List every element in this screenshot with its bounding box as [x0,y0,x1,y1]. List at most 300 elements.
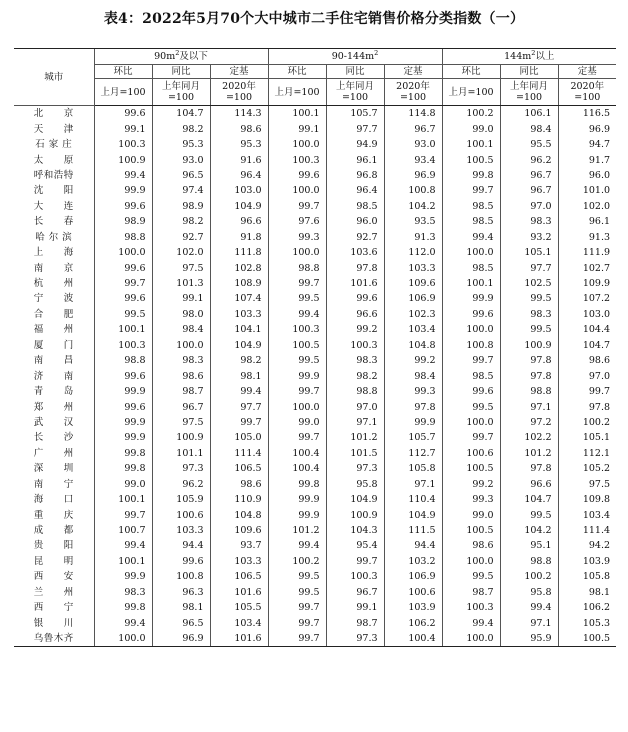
value-cell: 97.1 [500,615,558,630]
value-cell: 99.7 [268,384,326,399]
value-cell: 97.3 [326,631,384,647]
value-cell: 99.3 [442,492,500,507]
value-cell: 99.7 [442,430,500,445]
value-cell: 105.8 [558,569,616,584]
value-cell: 100.1 [94,554,152,569]
value-cell: 96.7 [384,121,442,136]
value-cell: 101.3 [152,276,210,291]
value-cell: 99.6 [94,291,152,306]
value-cell: 112.7 [384,446,442,461]
group-header-large [442,49,616,65]
value-cell: 109.9 [558,276,616,291]
value-cell: 98.3 [500,214,558,229]
value-cell: 110.4 [384,492,442,507]
group-sup: 2 [374,48,379,57]
subcol-header: 定基 [558,65,616,79]
value-cell: 99.7 [442,353,500,368]
value-cell: 102.7 [558,260,616,275]
value-cell: 99.5 [94,307,152,322]
value-cell: 96.3 [152,585,210,600]
value-cell: 104.2 [500,523,558,538]
value-cell: 99.1 [326,600,384,615]
value-cell: 101.0 [558,183,616,198]
value-cell: 98.9 [94,214,152,229]
base-header: 上月=100 [442,79,500,106]
value-cell: 97.8 [384,399,442,414]
subcol-header: 环比 [442,65,500,79]
value-cell: 95.3 [210,137,268,152]
value-cell: 99.7 [326,554,384,569]
value-cell: 99.6 [94,106,152,122]
city-cell: 太 原 [33,154,74,166]
base-header: 上年同月=100 [326,79,384,106]
value-cell: 95.9 [500,631,558,647]
value-cell: 96.7 [500,183,558,198]
value-cell: 100.8 [442,338,500,353]
value-cell: 99.0 [442,507,500,522]
value-cell: 98.2 [152,121,210,136]
value-cell: 96.9 [384,168,442,183]
value-cell: 93.7 [210,538,268,553]
value-cell: 106.1 [500,106,558,122]
value-cell: 100.0 [442,631,500,647]
value-cell: 103.3 [210,554,268,569]
value-cell: 98.5 [442,214,500,229]
table-row [14,307,616,322]
value-cell: 104.8 [210,507,268,522]
value-cell: 103.0 [558,307,616,322]
table-row [14,338,616,353]
city-cell: 重 庆 [33,509,74,521]
table-row [14,415,616,430]
value-cell: 95.8 [326,477,384,492]
group-prefix: 144m [504,51,532,62]
value-cell: 95.8 [500,585,558,600]
value-cell: 97.7 [210,399,268,414]
city-cell: 厦 门 [33,339,74,351]
value-cell: 102.8 [210,260,268,275]
value-cell: 95.4 [326,538,384,553]
value-cell: 93.0 [152,152,210,167]
value-cell: 100.0 [442,322,500,337]
value-cell: 97.8 [500,368,558,383]
value-cell: 99.4 [442,230,500,245]
value-cell: 99.2 [442,477,500,492]
value-cell: 98.5 [326,199,384,214]
value-cell: 105.2 [558,461,616,476]
value-cell: 106.9 [384,569,442,584]
value-cell: 99.4 [268,538,326,553]
value-cell: 99.6 [268,168,326,183]
subcol-header: 同比 [326,65,384,79]
value-cell: 100.3 [94,338,152,353]
group-prefix: 90-144m [331,51,375,62]
value-cell: 93.0 [384,137,442,152]
value-cell: 116.5 [558,106,616,122]
value-cell: 107.2 [558,291,616,306]
city-cell: 青 岛 [33,386,74,398]
value-cell: 99.5 [442,569,500,584]
value-cell: 102.2 [500,430,558,445]
table-row [14,600,616,615]
value-cell: 103.3 [384,260,442,275]
value-cell: 99.7 [268,276,326,291]
value-cell: 97.3 [326,461,384,476]
value-cell: 94.4 [384,538,442,553]
value-cell: 95.1 [500,538,558,553]
subcol-header: 同比 [500,65,558,79]
value-cell: 99.7 [268,199,326,214]
table-row [14,245,616,260]
value-cell: 99.4 [442,615,500,630]
value-cell: 97.8 [558,399,616,414]
value-cell: 104.8 [384,338,442,353]
value-cell: 96.6 [500,477,558,492]
city-cell: 南 宁 [33,478,74,490]
value-cell: 105.5 [210,600,268,615]
value-cell: 100.0 [442,245,500,260]
value-cell: 92.7 [326,230,384,245]
table-row [14,461,616,476]
value-cell: 109.6 [384,276,442,291]
value-cell: 98.6 [152,368,210,383]
value-cell: 97.5 [152,260,210,275]
table-row [14,523,616,538]
value-cell: 104.2 [384,199,442,214]
table-row [14,137,616,152]
group-header-medium [268,49,442,65]
group-header-small [94,49,268,65]
value-cell: 103.0 [210,183,268,198]
value-cell: 95.3 [152,137,210,152]
value-cell: 99.7 [94,507,152,522]
value-cell: 100.5 [442,523,500,538]
city-cell: 北 京 [33,108,74,120]
value-cell: 96.0 [558,168,616,183]
value-cell: 99.8 [94,446,152,461]
value-cell: 97.1 [326,415,384,430]
value-cell: 100.0 [268,137,326,152]
city-cell: 银 川 [33,617,74,629]
value-cell: 99.4 [210,384,268,399]
value-cell: 100.8 [152,569,210,584]
value-cell: 114.3 [210,106,268,122]
value-cell: 100.6 [384,585,442,600]
value-cell: 108.9 [210,276,268,291]
value-cell: 97.5 [152,415,210,430]
value-cell: 99.4 [94,538,152,553]
base-header: 上年同月=100 [500,79,558,106]
city-cell: 大 连 [33,200,74,212]
value-cell: 100.4 [268,446,326,461]
value-cell: 97.0 [500,199,558,214]
value-cell: 98.9 [152,199,210,214]
table-row [14,260,616,275]
value-cell: 98.1 [210,368,268,383]
value-cell: 103.4 [384,322,442,337]
table-row [14,183,616,198]
value-cell: 100.2 [500,569,558,584]
value-cell: 100.9 [500,338,558,353]
value-cell: 96.2 [500,152,558,167]
value-cell: 100.0 [94,245,152,260]
value-cell: 100.1 [442,137,500,152]
value-cell: 99.9 [94,430,152,445]
value-cell: 97.2 [500,415,558,430]
city-cell: 上 海 [33,247,74,259]
value-cell: 103.9 [384,600,442,615]
value-cell: 105.7 [326,106,384,122]
value-cell: 91.6 [210,152,268,167]
value-cell: 98.8 [94,230,152,245]
value-cell: 100.2 [268,554,326,569]
base-header: 上月=100 [94,79,152,106]
value-cell: 114.8 [384,106,442,122]
value-cell: 100.4 [384,631,442,647]
value-cell: 99.5 [268,585,326,600]
value-cell: 96.9 [558,121,616,136]
value-cell: 96.9 [152,631,210,647]
subcol-header: 定基 [210,65,268,79]
value-cell: 96.5 [152,615,210,630]
table-row [14,554,616,569]
value-cell: 99.1 [152,291,210,306]
value-cell: 99.8 [94,461,152,476]
city-cell: 南 昌 [33,355,74,367]
value-cell: 98.3 [94,585,152,600]
value-cell: 100.6 [442,446,500,461]
city-cell: 杭 州 [33,278,74,290]
value-cell: 98.7 [442,585,500,600]
value-cell: 98.0 [152,307,210,322]
table-row [14,569,616,584]
value-cell: 99.1 [268,121,326,136]
table-row [14,538,616,553]
value-cell: 100.6 [152,507,210,522]
city-cell: 济 南 [33,370,74,382]
table-row [14,199,616,214]
value-cell: 96.4 [210,168,268,183]
value-cell: 97.7 [326,121,384,136]
value-cell: 100.3 [268,152,326,167]
value-cell: 99.5 [268,353,326,368]
value-cell: 91.7 [558,152,616,167]
value-cell: 100.4 [268,461,326,476]
value-cell: 97.7 [500,260,558,275]
city-cell: 兰 州 [33,586,74,598]
value-cell: 111.5 [384,523,442,538]
value-cell: 93.5 [384,214,442,229]
value-cell: 99.6 [94,199,152,214]
value-cell: 98.5 [442,199,500,214]
city-cell: 长 春 [33,216,74,228]
value-cell: 98.2 [326,368,384,383]
value-cell: 100.3 [442,600,500,615]
value-cell: 110.9 [210,492,268,507]
value-cell: 98.7 [326,615,384,630]
value-cell: 99.7 [442,183,500,198]
value-cell: 100.2 [558,415,616,430]
value-cell: 98.5 [442,260,500,275]
group-suffix: 及以下 [179,51,208,62]
value-cell: 99.6 [94,399,152,414]
table-row [14,446,616,461]
value-cell: 99.4 [500,600,558,615]
value-cell: 98.3 [500,307,558,322]
value-cell: 97.8 [500,461,558,476]
value-cell: 99.9 [268,492,326,507]
value-cell: 99.5 [268,291,326,306]
table-row [14,106,616,122]
value-cell: 104.7 [152,106,210,122]
value-cell: 97.8 [326,260,384,275]
value-cell: 106.9 [384,291,442,306]
group-sup: 2 [531,48,536,57]
value-cell: 101.2 [500,446,558,461]
table-row [14,492,616,507]
value-cell: 96.6 [210,214,268,229]
value-cell: 100.0 [268,183,326,198]
value-cell: 98.3 [326,353,384,368]
value-cell: 98.6 [210,121,268,136]
city-cell: 郑 州 [33,401,74,413]
value-cell: 99.6 [442,307,500,322]
table-row [14,477,616,492]
value-cell: 99.7 [210,415,268,430]
city-cell: 西 宁 [33,602,74,614]
value-cell: 100.3 [94,137,152,152]
value-cell: 99.5 [442,399,500,414]
value-cell: 99.3 [384,384,442,399]
value-cell: 99.9 [94,569,152,584]
value-cell: 97.4 [152,183,210,198]
value-cell: 99.9 [442,291,500,306]
table-row [14,322,616,337]
value-cell: 104.1 [210,322,268,337]
value-cell: 101.6 [210,631,268,647]
value-cell: 100.3 [326,338,384,353]
table-row [14,121,616,136]
value-cell: 99.5 [500,291,558,306]
value-cell: 103.9 [558,554,616,569]
value-cell: 99.4 [94,615,152,630]
value-cell: 98.4 [500,121,558,136]
value-cell: 96.4 [326,183,384,198]
value-cell: 98.8 [500,384,558,399]
value-cell: 103.6 [326,245,384,260]
value-cell: 101.6 [326,276,384,291]
value-cell: 98.6 [442,538,500,553]
value-cell: 100.9 [326,507,384,522]
value-cell: 101.2 [268,523,326,538]
city-cell: 呼和浩特 [33,169,74,181]
value-cell: 99.4 [268,307,326,322]
value-cell: 99.8 [442,168,500,183]
value-cell: 105.7 [384,430,442,445]
city-cell: 宁 波 [33,293,74,305]
value-cell: 100.0 [94,631,152,647]
value-cell: 107.4 [210,291,268,306]
value-cell: 112.1 [558,446,616,461]
value-cell: 100.5 [442,461,500,476]
table-row [14,631,616,647]
value-cell: 99.9 [268,507,326,522]
value-cell: 94.4 [152,538,210,553]
city-cell: 福 州 [33,324,74,336]
value-cell: 100.5 [268,338,326,353]
value-cell: 98.7 [152,384,210,399]
value-cell: 103.3 [152,523,210,538]
value-cell: 99.1 [94,121,152,136]
value-cell: 105.9 [152,492,210,507]
table-row [14,276,616,291]
value-cell: 99.7 [268,615,326,630]
value-cell: 98.1 [152,600,210,615]
value-cell: 97.0 [558,368,616,383]
value-cell: 99.6 [94,260,152,275]
city-cell: 乌鲁木齐 [14,631,94,647]
city-cell: 昆 明 [33,555,74,567]
value-cell: 98.2 [152,214,210,229]
value-cell: 97.6 [268,214,326,229]
subcol-header: 同比 [152,65,210,79]
value-cell: 102.0 [558,199,616,214]
value-cell: 94.7 [558,137,616,152]
value-cell: 106.5 [210,461,268,476]
value-cell: 91.3 [384,230,442,245]
value-cell: 109.6 [210,523,268,538]
value-cell: 101.6 [210,585,268,600]
city-cell: 长 沙 [33,432,74,444]
value-cell: 94.2 [558,538,616,553]
value-cell: 99.0 [94,477,152,492]
base-header: 2020年=100 [210,79,268,106]
value-cell: 100.0 [442,415,500,430]
city-cell: 西 安 [33,571,74,583]
value-cell: 99.7 [268,430,326,445]
city-cell: 哈 尔 滨 [35,231,73,243]
value-cell: 99.5 [500,507,558,522]
city-cell: 武 汉 [33,416,74,428]
value-cell: 105.1 [558,430,616,445]
city-cell: 石 家 庄 [35,139,73,151]
value-cell: 100.9 [152,430,210,445]
value-cell: 96.1 [558,214,616,229]
value-cell: 105.8 [384,461,442,476]
value-cell: 100.1 [268,106,326,122]
value-cell: 96.8 [326,168,384,183]
value-cell: 96.7 [500,168,558,183]
table-row [14,214,616,229]
value-cell: 99.8 [268,477,326,492]
value-cell: 104.9 [384,507,442,522]
base-header: 上年同月=100 [152,79,210,106]
value-cell: 100.1 [94,322,152,337]
page-title: 表4：2022年5月70个大中城市二手住宅销售价格分类指数（一） [103,11,525,27]
value-cell: 102.3 [384,307,442,322]
value-cell: 98.5 [442,368,500,383]
table-row [14,230,616,245]
value-cell: 98.4 [152,322,210,337]
table-row [14,507,616,522]
table-row [14,152,616,167]
value-cell: 111.4 [558,523,616,538]
value-cell: 100.0 [442,554,500,569]
value-cell: 93.4 [384,152,442,167]
value-cell: 109.8 [558,492,616,507]
value-cell: 100.0 [268,245,326,260]
value-cell: 99.6 [442,384,500,399]
